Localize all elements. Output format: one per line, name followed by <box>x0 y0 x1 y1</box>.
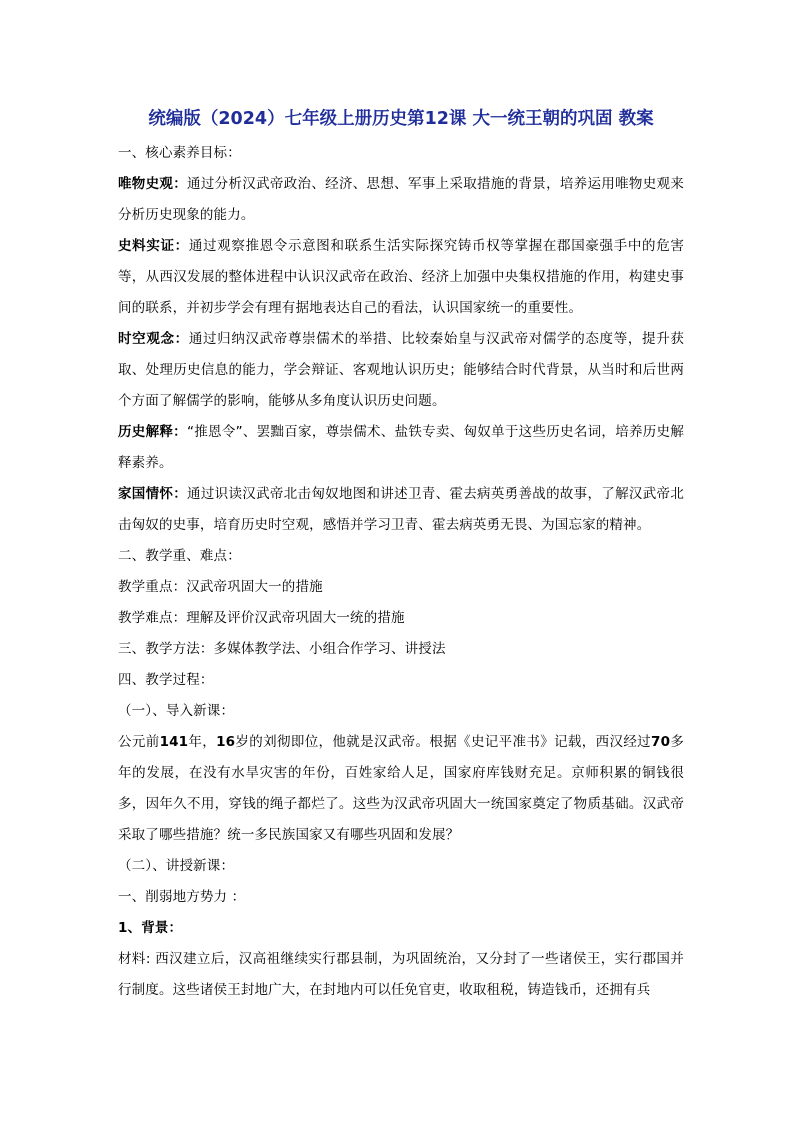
intro-text-1: 公元前 <box>118 734 160 750</box>
document-body <box>118 106 684 1006</box>
key-point: 教学重点：汉武帝巩固大一的措施 <box>118 579 323 595</box>
goal-jiaguo <box>118 479 684 541</box>
goal-weiwu <box>118 169 684 231</box>
goal-shikong-text: 通过归纳汉武帝尊崇儒术的举措、比较秦始皇与汉武帝对儒学的态度等，提升获取、处理历史信息的能力，学会辩证、客观地认识历史；能够结合时代背景，从当时和后世两个方面了解儒学的影响，能够从多角度认识历史问题。 <box>118 331 685 409</box>
intro-text-4: 多年的发展，在没有水旱灾害的年份，百姓家给人足，国家府库钱财充足。京师积累的铜钱很多，因年久不用，穿钱的绳子都烂了。这些为汉武帝巩固大一统国家奠定了物质基础。汉武帝采取了哪些措施？统一多民族国家又有哪些巩固和发展？ <box>118 734 684 843</box>
document-title: 统编版（2024）七年级上册历史第12课 大一统王朝的巩固 教案 <box>148 109 654 129</box>
intro-text-2: 年， <box>188 734 217 750</box>
section-heading-keypoints: 二、教学重、难点： <box>118 548 241 564</box>
goal-shiliao-text: 通过观察推恩令示意图和联系生活实际探究铸币权等掌握在郡国豪强手中的危害等，从西汉发展的整体进程中认识汉武帝在政治、经济上加强中央集权措施的作用，构建史事间的联系，并初步学会有理有据地表达自己的看法，认识国家统一的重要性。 <box>118 238 685 316</box>
goal-jiaguo-text: 通过识读汉武帝北击匈奴地图和讲述卫青、霍去病英勇善战的故事，了解汉武帝北击匈奴的史事，培育历史时空观，感悟并学习卫青、霍去病英勇无畏、为国忘家的精神。 <box>118 486 684 533</box>
goal-weiwu-label: 唯物史观： <box>118 176 188 192</box>
subsection-background-heading: 1、背景： <box>118 920 183 936</box>
section-heading-goals: 一、核心素养目标： <box>118 145 241 161</box>
step-teaching-heading: （二）、讲授新课： <box>118 858 235 874</box>
section-heading-process: 四、教学过程： <box>118 672 214 688</box>
intro-number-3: 70 <box>651 734 671 750</box>
goal-weiwu-text: 通过分析汉武帝政治、经济、思想、军事上采取措施的背景，培养运用唯物史观来分析历史现象的能力。 <box>118 176 684 223</box>
goal-shikong <box>118 324 684 417</box>
goal-lishi <box>118 417 684 479</box>
goal-jiaguo-label: 家国情怀： <box>118 486 188 502</box>
section-heading-methods: 三、教学方法：多媒体教学法、小组合作学习、讲授法 <box>118 641 446 657</box>
step-intro-heading: （一）、导入新课： <box>118 703 235 719</box>
subsection-heading-weaken: 一、削弱地方势力 ： <box>118 889 246 905</box>
intro-text-3: 岁的刘彻即位，他就是汉武帝。根据《史记平准书》记载，西汉经过 <box>235 734 652 750</box>
intro-number-2: 16 <box>216 734 236 750</box>
material-paragraph: 材料: 西汉建立后，汉高祖继续实行郡县制，为巩固统治，又分封了一些诸侯王，实行郡国并行制度。这些诸侯王封地广大，在封地内可以任免官吏，收取租税，铸造钱币，还拥有兵 <box>118 951 684 998</box>
intro-number-1: 141 <box>159 734 189 750</box>
intro-paragraph <box>118 727 684 851</box>
goal-lishi-label: 历史解释： <box>118 424 187 440</box>
goal-shikong-label: 时空观念： <box>118 331 189 347</box>
goal-lishi-text: “推恩令”、罢黜百家，尊崇儒术、盐铁专卖、匈奴单于这些历史名词，培养历史解释素养。 <box>118 424 684 471</box>
difficult-point: 教学难点：理解及评价汉武帝巩固大一统的措施 <box>118 610 405 626</box>
goal-shiliao <box>118 231 684 324</box>
goal-shiliao-label: 史料实证： <box>118 238 189 254</box>
